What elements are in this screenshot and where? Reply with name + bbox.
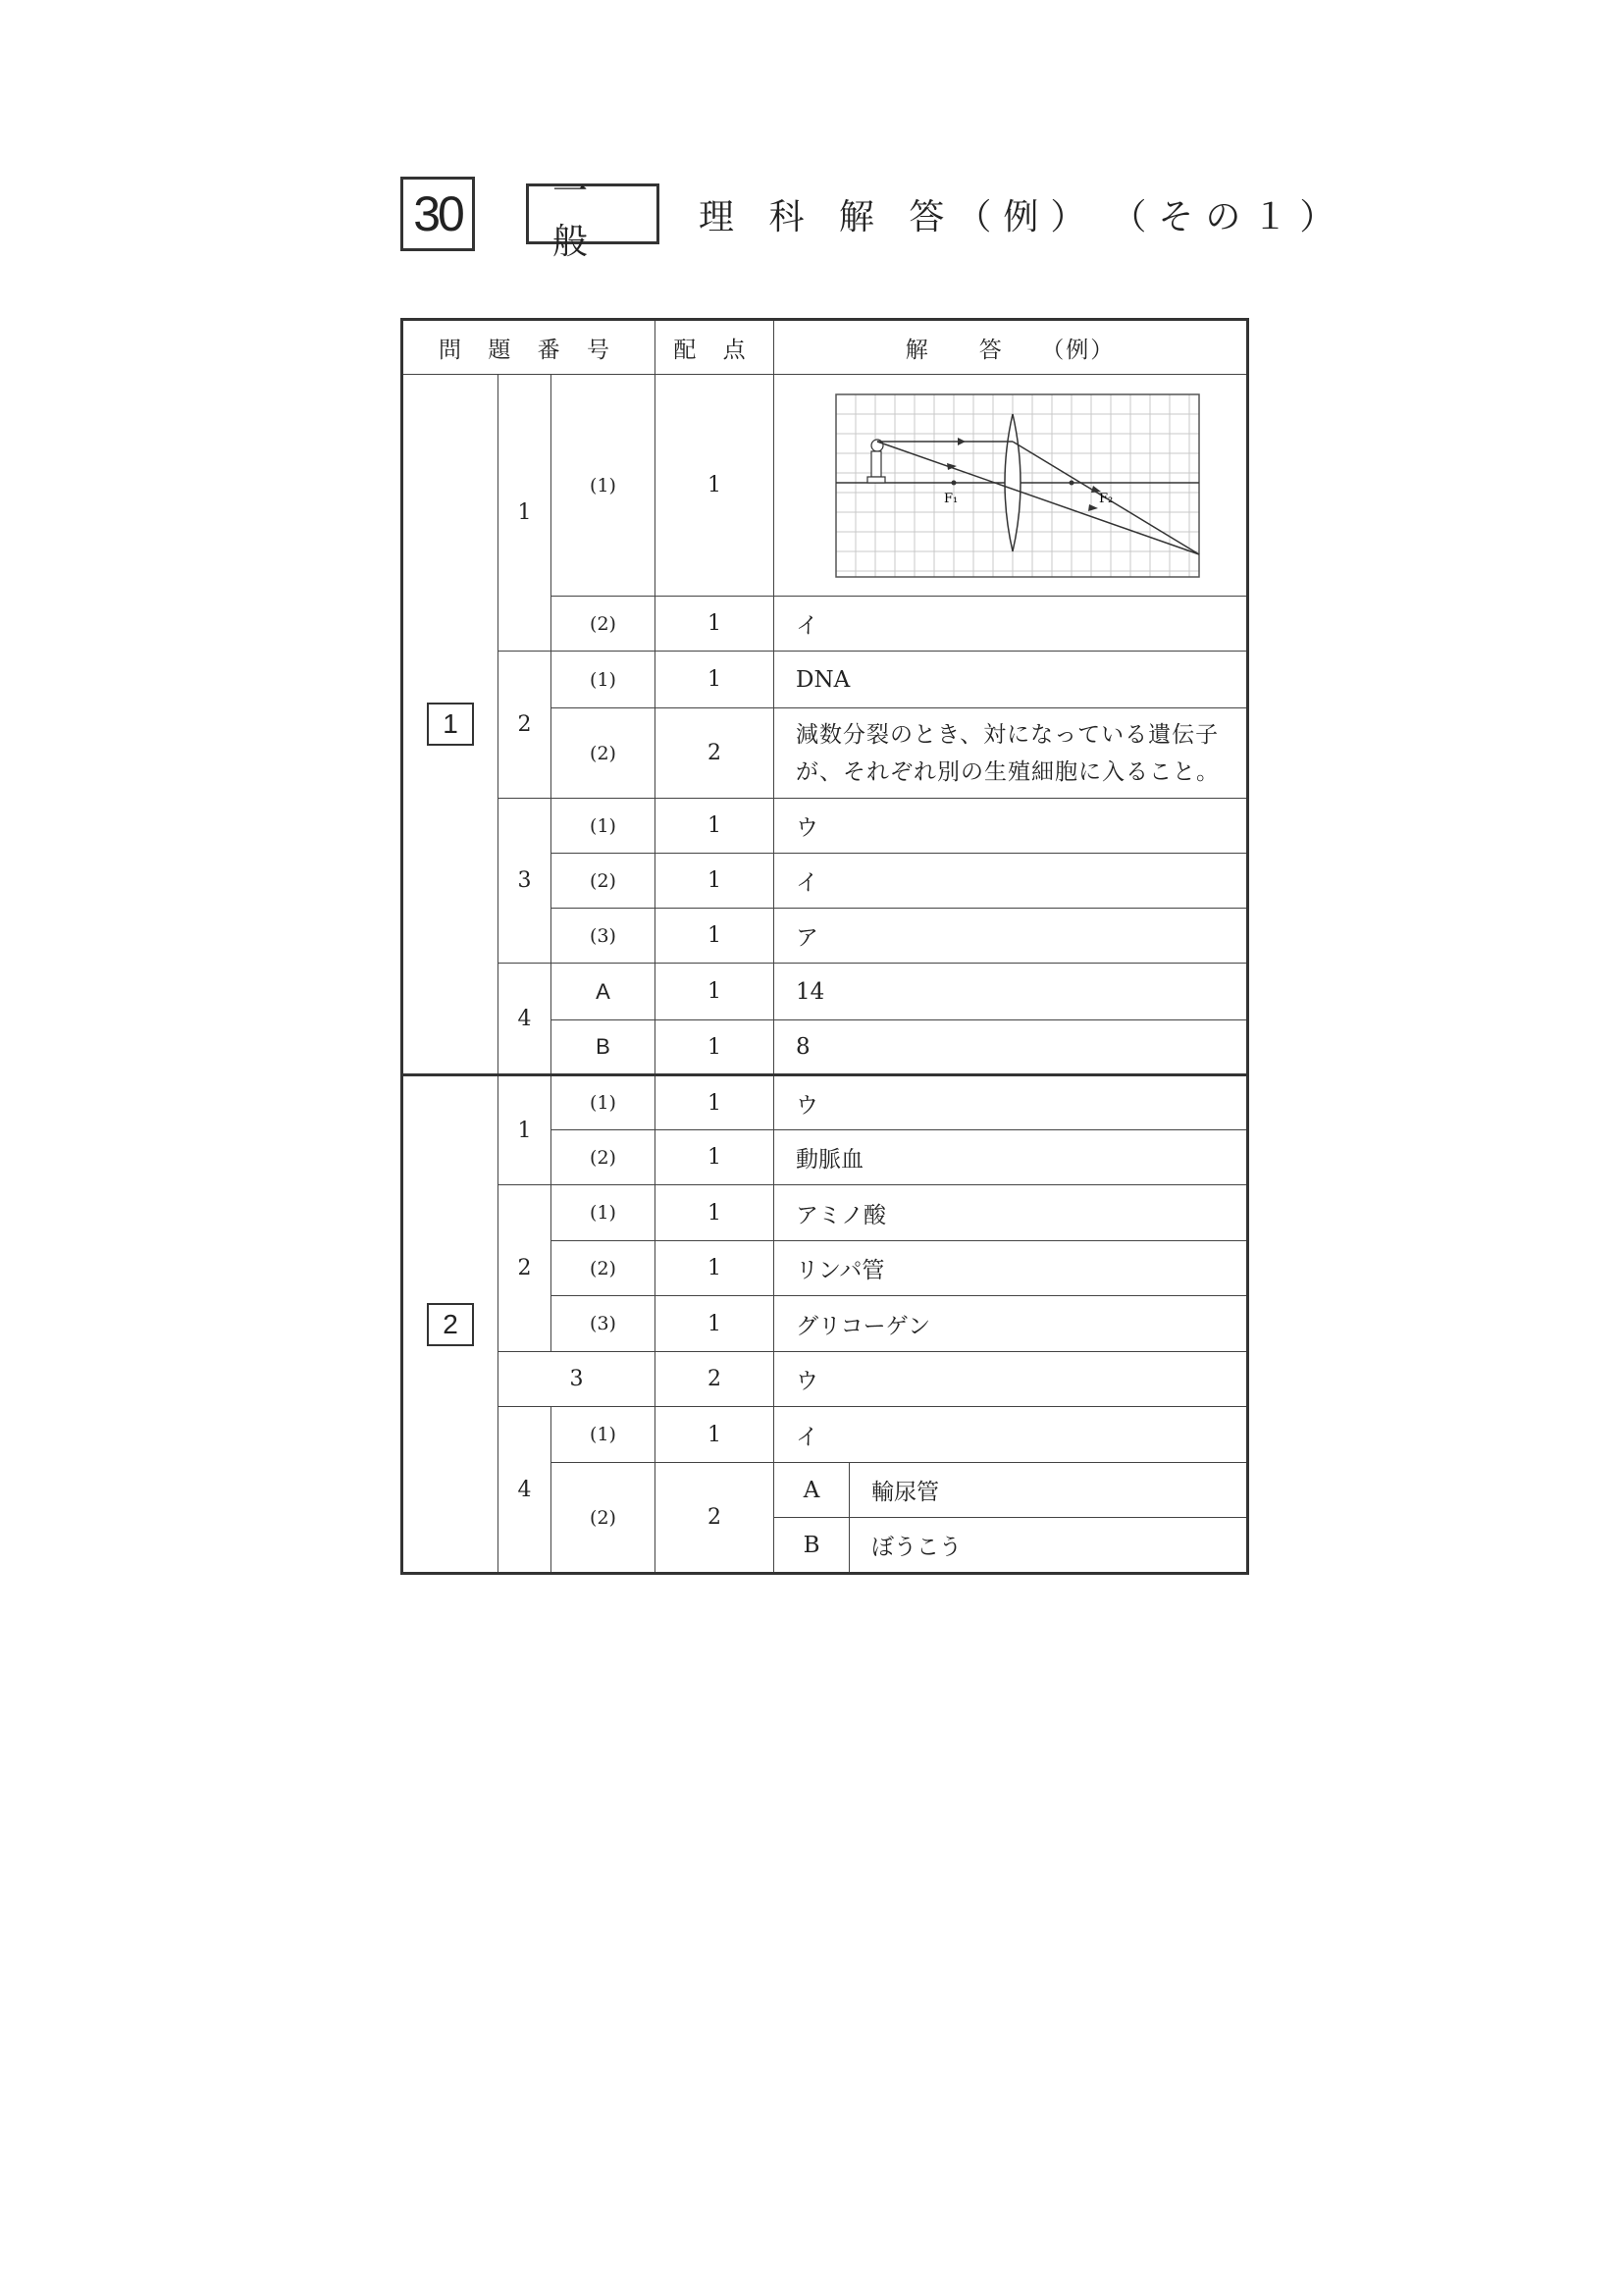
table-row (402, 1352, 1248, 1407)
part-number: (3) (551, 1296, 655, 1352)
answer-cell: 8 (774, 1020, 1248, 1075)
answer-cell: ウ (774, 1352, 1248, 1407)
question-number: 2 (498, 652, 551, 799)
answer-line-1: 減数分裂のとき、対になっている遺伝子 (796, 721, 1220, 748)
focal-label-2: F₂ (1098, 491, 1113, 506)
part-label: B (551, 1020, 655, 1075)
section-cell (402, 375, 498, 1075)
points-value: 1 (655, 1296, 774, 1352)
light-rays (877, 442, 1199, 554)
points-value: 1 (655, 854, 774, 909)
col-header-points: 配 点 (655, 320, 774, 375)
category-label: 一 般 (552, 172, 616, 262)
part-number: (2) (551, 1130, 655, 1185)
section-cell (402, 1075, 498, 1574)
points-value: 1 (655, 1185, 774, 1241)
answer-cell: ウ (774, 1075, 1248, 1130)
sub-answer-cell (774, 1463, 1248, 1518)
points-value: 1 (655, 1075, 774, 1130)
part-number: (1) (551, 799, 655, 854)
part-number: (2) (551, 708, 655, 799)
points-value: 1 (655, 375, 774, 597)
sub-answer-a (774, 1463, 1246, 1517)
sub-answer-b (774, 1518, 1246, 1572)
category-box (526, 172, 659, 262)
answer-cell: ウ (774, 799, 1248, 854)
part-number: (2) (551, 597, 655, 652)
points-value: 2 (655, 708, 774, 799)
section-number: 2 (427, 1303, 474, 1346)
points-value: 1 (655, 597, 774, 652)
table-row (402, 375, 1248, 597)
question-number: 2 (498, 1185, 551, 1352)
question-number: 4 (498, 1407, 551, 1574)
table-row (402, 1407, 1248, 1463)
question-number: 4 (498, 964, 551, 1075)
header-row (402, 320, 1248, 375)
answer-cell: ぼうこう (850, 1518, 1247, 1572)
focal-point-1 (951, 480, 956, 485)
points-value: 1 (655, 909, 774, 964)
question-number: 3 (498, 799, 551, 964)
sub-label: A (774, 1463, 850, 1517)
question-number: 1 (498, 1075, 551, 1185)
part-number: (2) (551, 854, 655, 909)
part-number: (2) (551, 1463, 655, 1574)
sub-answer-cell (774, 1518, 1248, 1574)
answer-table (400, 318, 1249, 1575)
answer-cell: リンパ管 (774, 1241, 1248, 1296)
table-row (402, 964, 1248, 1020)
part-number: (1) (551, 1407, 655, 1463)
part-number: (1) (551, 1075, 655, 1130)
answer-cell: 14 (774, 964, 1248, 1020)
col-header-answer: 解 答 （例） (774, 320, 1248, 375)
candle-object (867, 440, 885, 483)
points-value: 2 (655, 1463, 774, 1574)
part-number: (1) (551, 1185, 655, 1241)
part-number: (3) (551, 909, 655, 964)
points-value: 2 (655, 1352, 774, 1407)
page-header (400, 172, 1347, 262)
answer-cell: イ (774, 597, 1248, 652)
question-number: 1 (498, 375, 551, 652)
focal-point-2 (1069, 480, 1073, 485)
lens-diagram-cell (774, 375, 1248, 597)
table-row (402, 1075, 1248, 1130)
table-row (402, 652, 1248, 708)
points-value: 1 (655, 1020, 774, 1075)
subtitle-text: （その１） (1128, 196, 1347, 237)
part-number: (1) (551, 375, 655, 597)
answer-line-2: が、それぞれ別の生殖細胞に入ること。 (796, 758, 1221, 785)
points-value: 1 (655, 652, 774, 708)
title-text: 理 科 解 答（例） (699, 196, 1098, 237)
answer-cell: ア (774, 909, 1248, 964)
part-label: A (551, 964, 655, 1020)
points-value: 1 (655, 1407, 774, 1463)
points-value: 1 (655, 1241, 774, 1296)
section-number: 1 (427, 703, 474, 746)
points-value: 1 (655, 964, 774, 1020)
points-value: 1 (655, 799, 774, 854)
answer-cell: イ (774, 854, 1248, 909)
focal-label-1: F₁ (943, 491, 958, 506)
answer-cell: グリコーゲン (774, 1296, 1248, 1352)
convex-lens (1005, 414, 1021, 551)
convex-lens-ray-diagram (814, 381, 1207, 585)
points-value: 1 (655, 1130, 774, 1185)
col-header-question: 問 題 番 号 (402, 320, 655, 375)
answer-cell: DNA (774, 652, 1248, 708)
year-box (400, 177, 475, 251)
answer-cell: アミノ酸 (774, 1185, 1248, 1241)
table-row (402, 1185, 1248, 1241)
table-row (402, 799, 1248, 854)
question-number: 3 (498, 1352, 655, 1407)
answer-cell: 輸尿管 (850, 1463, 1247, 1517)
answer-cell: 動脈血 (774, 1130, 1248, 1185)
part-number: (2) (551, 1241, 655, 1296)
sub-label: B (774, 1518, 850, 1572)
answer-cell: イ (774, 1407, 1248, 1463)
answer-cell (774, 708, 1248, 799)
page-title (699, 189, 1346, 239)
part-number: (1) (551, 652, 655, 708)
year-label: 30 (413, 186, 462, 241)
